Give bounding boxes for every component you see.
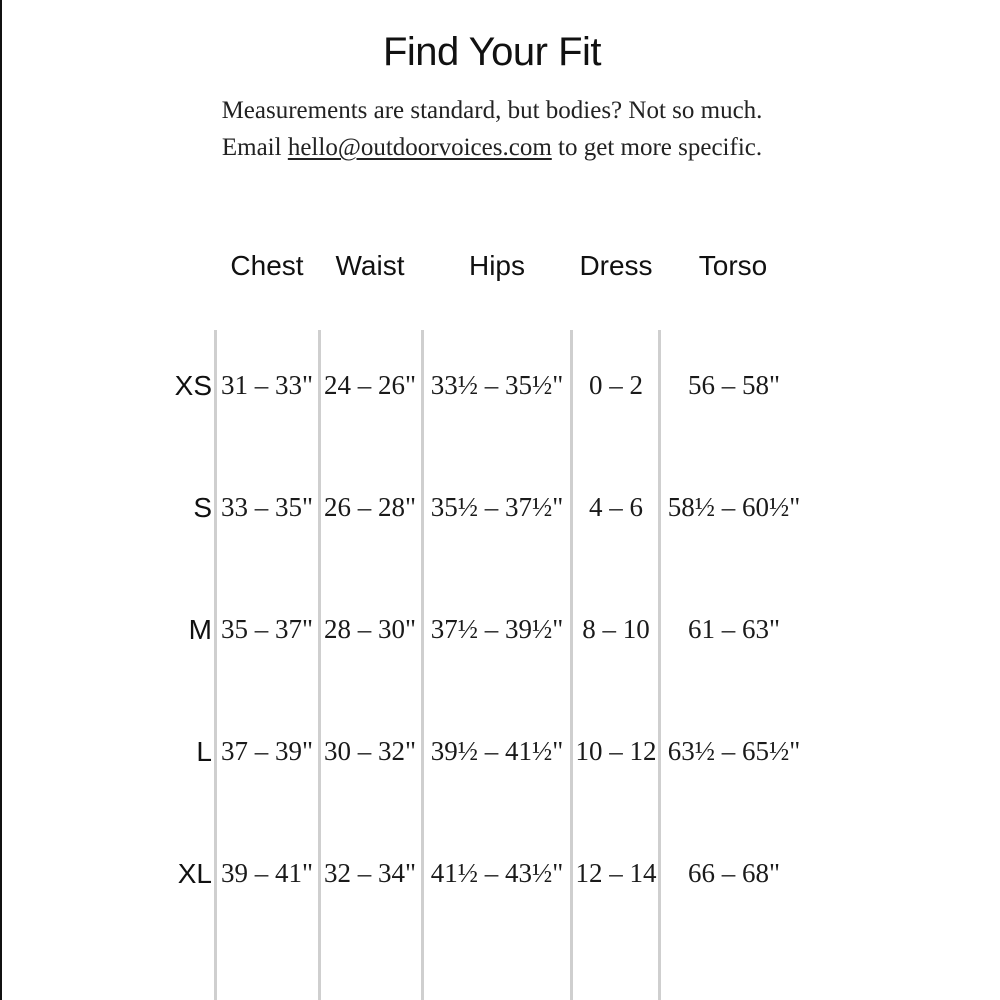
table-row-xl (0, 858, 1000, 902)
torso-value: 61 – 63" (687, 614, 781, 644)
waist-value: 26 – 28" (323, 492, 417, 522)
email-link[interactable]: hello@outdoorvoices.com (287, 134, 552, 161)
size-label: S (193, 492, 212, 523)
column-header-hips: Hips (468, 250, 526, 281)
torso-value: 63½ – 65½" (667, 736, 801, 766)
intro-line-1: Measurements are standard, but bodies? Not so much. (221, 97, 763, 124)
chest-value: 39 – 41" (220, 858, 314, 888)
waist-value: 30 – 32" (323, 736, 417, 766)
hips-value: 39½ – 41½" (430, 736, 564, 766)
dress-value: 8 – 10 (582, 614, 650, 644)
torso-value: 58½ – 60½" (667, 492, 801, 522)
torso-value: 56 – 58" (687, 370, 781, 400)
table-row-s (0, 492, 1000, 536)
waist-value: 28 – 30" (323, 614, 417, 644)
hips-value: 35½ – 37½" (430, 492, 564, 522)
column-header-chest: Chest (230, 250, 304, 281)
table-row-l (0, 736, 1000, 780)
dress-value: 0 – 2 (589, 370, 643, 400)
column-header-waist: Waist (335, 250, 405, 281)
table-row-xs (0, 370, 1000, 414)
chest-value: 31 – 33" (220, 370, 314, 400)
table-row-m (0, 614, 1000, 658)
intro-line-2 (0, 129, 984, 166)
hips-value: 41½ – 43½" (430, 858, 564, 888)
dress-value: 12 – 14 (575, 858, 657, 888)
dress-value: 4 – 6 (589, 492, 643, 522)
size-label: L (196, 736, 212, 767)
dress-value: 10 – 12 (575, 736, 657, 766)
chest-value: 35 – 37" (220, 614, 314, 644)
intro-email-suffix: to get more specific. (551, 134, 763, 161)
waist-value: 32 – 34" (323, 858, 417, 888)
hips-value: 37½ – 39½" (430, 614, 564, 644)
size-label: XL (177, 858, 212, 889)
intro-text (0, 92, 984, 166)
waist-value: 24 – 26" (323, 370, 417, 400)
column-header-dress: Dress (579, 250, 653, 281)
size-table-header (0, 250, 1000, 294)
torso-value: 66 – 68" (687, 858, 781, 888)
column-header-torso: Torso (698, 250, 768, 281)
hips-value: 33½ – 35½" (430, 370, 564, 400)
chest-value: 37 – 39" (220, 736, 314, 766)
size-label: M (188, 614, 212, 645)
size-label: XS (174, 370, 212, 401)
page-title: Find Your Fit (382, 30, 602, 74)
intro-email-prefix: Email (221, 134, 288, 161)
chest-value: 33 – 35" (220, 492, 314, 522)
